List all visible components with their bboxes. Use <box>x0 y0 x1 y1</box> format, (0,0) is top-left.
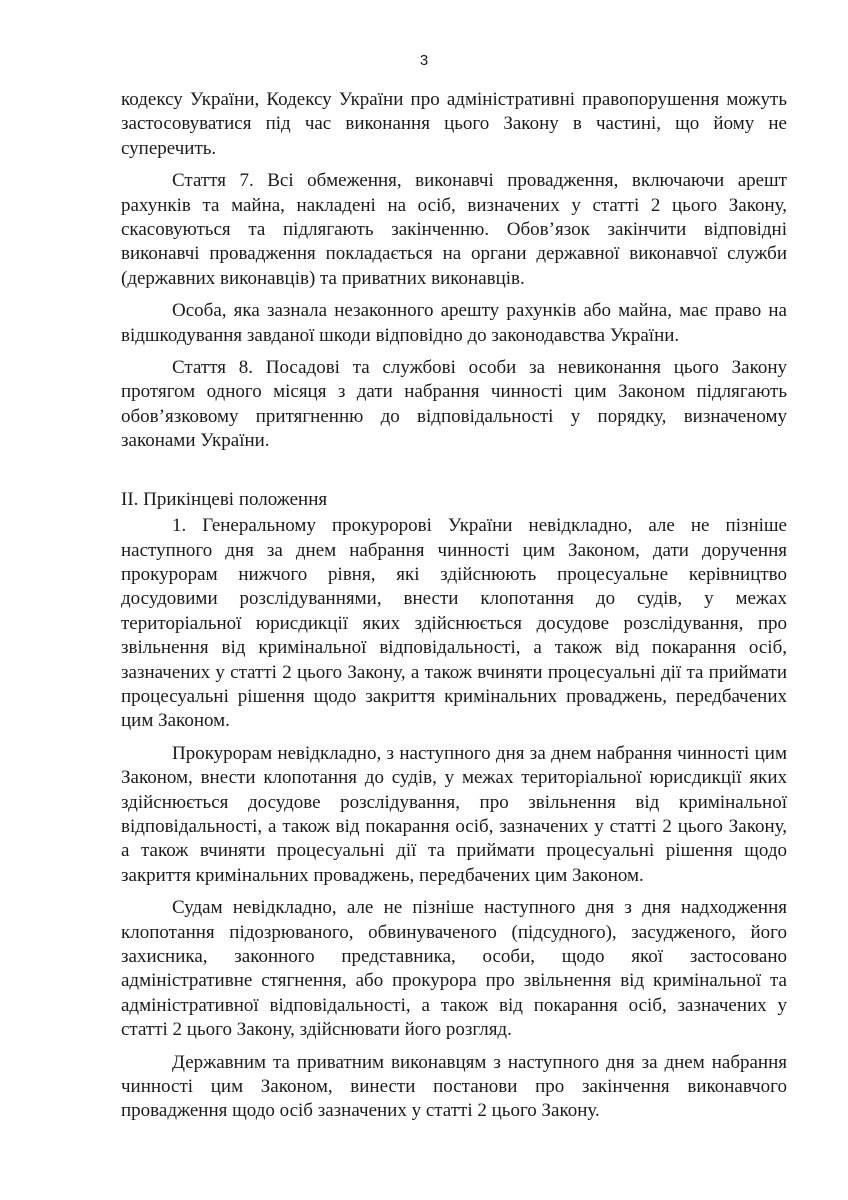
paragraph-enforcement-officers: Державним та приватним виконавцям з наступного дня за днем набрання чинності цим Законом, винести постанови про закінчення виконавчого провадження щодо осіб зазначених у статті 2 цього Закону. <box>121 1051 787 1122</box>
paragraph-continuation: кодексу України, Кодексу України про адміністративні правопорушення можуть застосовуватися під час виконання цього Закону в частині, що йому не суперечить. <box>121 89 787 159</box>
paragraph-prosecutor-general: 1. Генеральному прокуророві України невідкладно, але не пізніше наступного дня за днем набрання чинності цим Законом, дати доручення прокурорам нижчого рівня, які здійснюють процесуальне керівництво досудовими розслідуваннями, внести клопотання до судів, у межах територіальної юрисдикції яких здійснюється досудове розслідування, про звільнення від кримінальної відповідальності, а також від покарання осіб, зазначених у статті 2 цього Закону, а також вчиняти процесуальні дії та приймати процесуальні рішення щодо закриття кримінальних проваджень, передбачених цим Законом. <box>121 515 787 732</box>
page-number: 3 <box>419 52 429 69</box>
paragraph-compensation: Особа, яка зазнала незаконного арешту рахунків або майна, має право на відшкодування завданої шкоди відповідно до законодавства України. <box>121 300 787 346</box>
section-heading: ІІ. Прикінцеві положення <box>121 488 328 510</box>
paragraph-article-8: Стаття 8. Посадові та службові особи за невиконання цього Закону протягом одного місяця з дати набрання чинності цим Законом підлягають обов’язковому притягненню до відповідальності у порядку, визначеному законами України. <box>121 357 787 452</box>
paragraph-courts: Судам невідкладно, але не пізніше наступного дня з дня надходження клопотання підозрюваного, обвинуваченого (підсудного), засудженого, його захисника, законного представника, особи, щодо якої застосовано адміністративне стягнення, або прокурора про звільнення від кримінальної та адміністративної відповідальності, а також від покарання осіб, зазначених у статті 2 цього Закону, здійснювати його розгляд. <box>121 897 787 1041</box>
document-body <box>121 88 787 1132</box>
paragraph-article-7: Стаття 7. Всі обмеження, виконавчі провадження, включаючи арешт рахунків та майна, накладені на осіб, визначених у статті 2 цього Закону, скасовуються та підлягають закінченню. Обов’язок закінчити відповідні виконавчі провадження покладається на органи державної виконавчої служби (державних виконавців) та приватних виконавців. <box>121 170 787 289</box>
paragraph-prosecutors: Прокурорам невідкладно, з наступного дня за днем набрання чинності цим Законом, внести клопотання до судів, у межах територіальної юрисдикції яких здійснюється досудове розслідування, про звільнення від кримінальної відповідальності, а також від покарання осіб, зазначених у статті 2 цього Закону, а також вчиняти процесуальні дії та приймати процесуальні рішення щодо закриття кримінальних проваджень, передбачених цим Законом. <box>121 742 787 886</box>
